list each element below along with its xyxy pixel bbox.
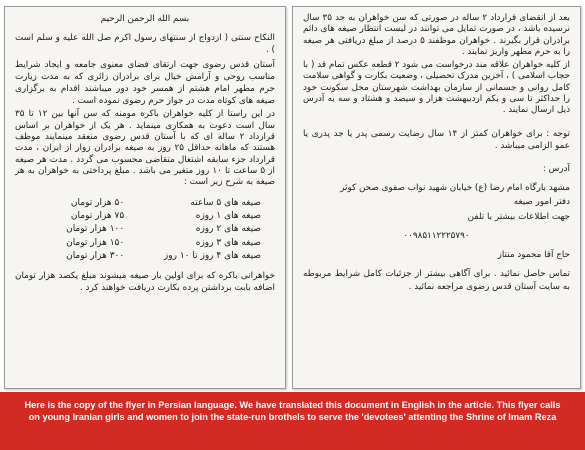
phone-number: ۰۰۹۸۵۱۱۲۲۲۵۷۹۰ — [403, 230, 470, 241]
hadith-paragraph: النکاح سنتی ( ازدواج از سنتهای رسول اکرم صل الله علیه و سلم است ) . — [15, 33, 275, 56]
flyer-page-right — [292, 6, 581, 389]
caption-banner — [0, 392, 585, 450]
fee-row — [15, 237, 275, 250]
invitation-paragraph: در این راستا از کلیه خواهران باکره مومنه که سن آنها بین ۱۲ تا ۳۵ سال است دعوت به همکاری مینماید . هر یک از خواهران بر اساس قرارداد ۲ ساله ای که با آستان قدس رضوی منعقد مینمایند موظف هستند که ماهانه حداقل ۲۵ روز به صیغه برادران زوار از ایران ، مدت قرارداد جزء سابقه اشتغال متقاضی محسوب می گردد . مدت هر صیغه از ۵ ساعت تا ۱۰ روز متغیر می باشد . مبلغ پرداختی به خواهران به هر صیغه به شرح زیر است : — [15, 109, 275, 188]
fee-price: ۱۵۰ هزار تومان — [66, 237, 125, 248]
fee-table — [15, 197, 275, 264]
bonus-paragraph: خواهرانی باکره که برای اولین بار صیغه میشوند مبلغ یکصد هزار تومان اضافه بابت برداشتن پرده بکارت دریافت خواهند کرد . — [15, 270, 275, 293]
address-line: دفتر امور صیغه — [513, 197, 570, 208]
contract-paragraph: بعد از انقضای قرارداد ۲ ساله در صورتی که سن خواهران به حد ۳۵ سال نرسیده باشد ، در صورت تمایل می توانند در لیست انتظار صیغه های دائم برادران قرار بگیرند . خواهران موظفند ۵ درصد از مبلغ دریافتی هر صیغه را به حرم مطهر واریز نمایند . — [303, 13, 570, 57]
address-label: آدرس : — [542, 164, 570, 175]
fee-price: ۵۰ هزار تومان — [70, 197, 125, 208]
caption-text: Here is the copy of the flyer in Persian language. We have translated this document in English in the article. This flyer calls on young Iranian girls and women to join the state-run brothels to serve the 'devotees' attenting the Shrine of Imam Reza — [24, 400, 561, 422]
intro-paragraph: آستان قدس رضوی جهت ارتقای فضای معنوی جامعه و ایجاد شرایط مناسب روحی و آرامش خیال برای برادران زائری که به مدت زیارت حرم مطهر امام هشتم از همسر خود دور میباشند اقدام به برگزاری صیغه های کوتاه مدت در جوار حرم رضوی نموده است . — [15, 59, 275, 107]
bismillah-header: بسم الله الرحمن الرحیم — [100, 14, 190, 24]
address-line: جهت اطلاعات بیشتر با تلفن — [467, 211, 570, 222]
contact-name: حاج آقا محمود منتاز — [497, 250, 570, 261]
fee-price: ۷۵ هزار تومان — [70, 210, 125, 221]
fee-row — [15, 197, 275, 210]
closing-paragraph: تماس حاصل نمائید . برای آگاهی بیشتر از جزئیات کامل شرایط مربوطه به سایت آستان قدس رضوی مراجعه نمائید . — [303, 269, 570, 292]
fee-type: صیغه های ۵ ساعته — [190, 197, 261, 208]
fee-type: صیغه های ۳ روزه — [195, 237, 261, 248]
fee-row — [15, 210, 275, 223]
fee-type: صیغه های ۴ روز تا ۱۰ روز — [163, 251, 261, 262]
fee-price: ۱۰۰ هزار تومان — [66, 224, 125, 235]
fee-row — [15, 223, 275, 236]
fee-type: صیغه های ۱ روزه — [195, 210, 261, 221]
flyer-page-left — [4, 6, 286, 389]
note-paragraph: توجه : برای خواهران کمتر از ۱۴ سال رضایت رسمی پدر یا جد پدری یا عمو الزامی میباشد . — [303, 128, 570, 151]
fee-price: ۳۰۰ هزار تومان — [66, 251, 125, 262]
address-line: مشهد بارگاه امام رضا (ع) خیابان شهید نواب صفوی صحن کوثر — [340, 183, 570, 194]
fee-row — [15, 250, 275, 263]
fee-type: صیغه های ۲ روزه — [195, 224, 261, 235]
requirements-paragraph: از کلیه خواهران علاقه مند درخواست می شود ۲ قطعه عکس تمام قد ( با حجاب اسلامی ) ، آخرین مدرک تحصیلی ، وضعیت بکارت و گواهی سلامت کامل روانی و جسمانی از سازمان بهداشت شهرستان محل سکونت خود را حداکثر تا سی و یکم اردیبهشت هزار و سیصد و هشتاد و سه به آدرس ذیل ارسال نمایند . — [303, 60, 570, 116]
